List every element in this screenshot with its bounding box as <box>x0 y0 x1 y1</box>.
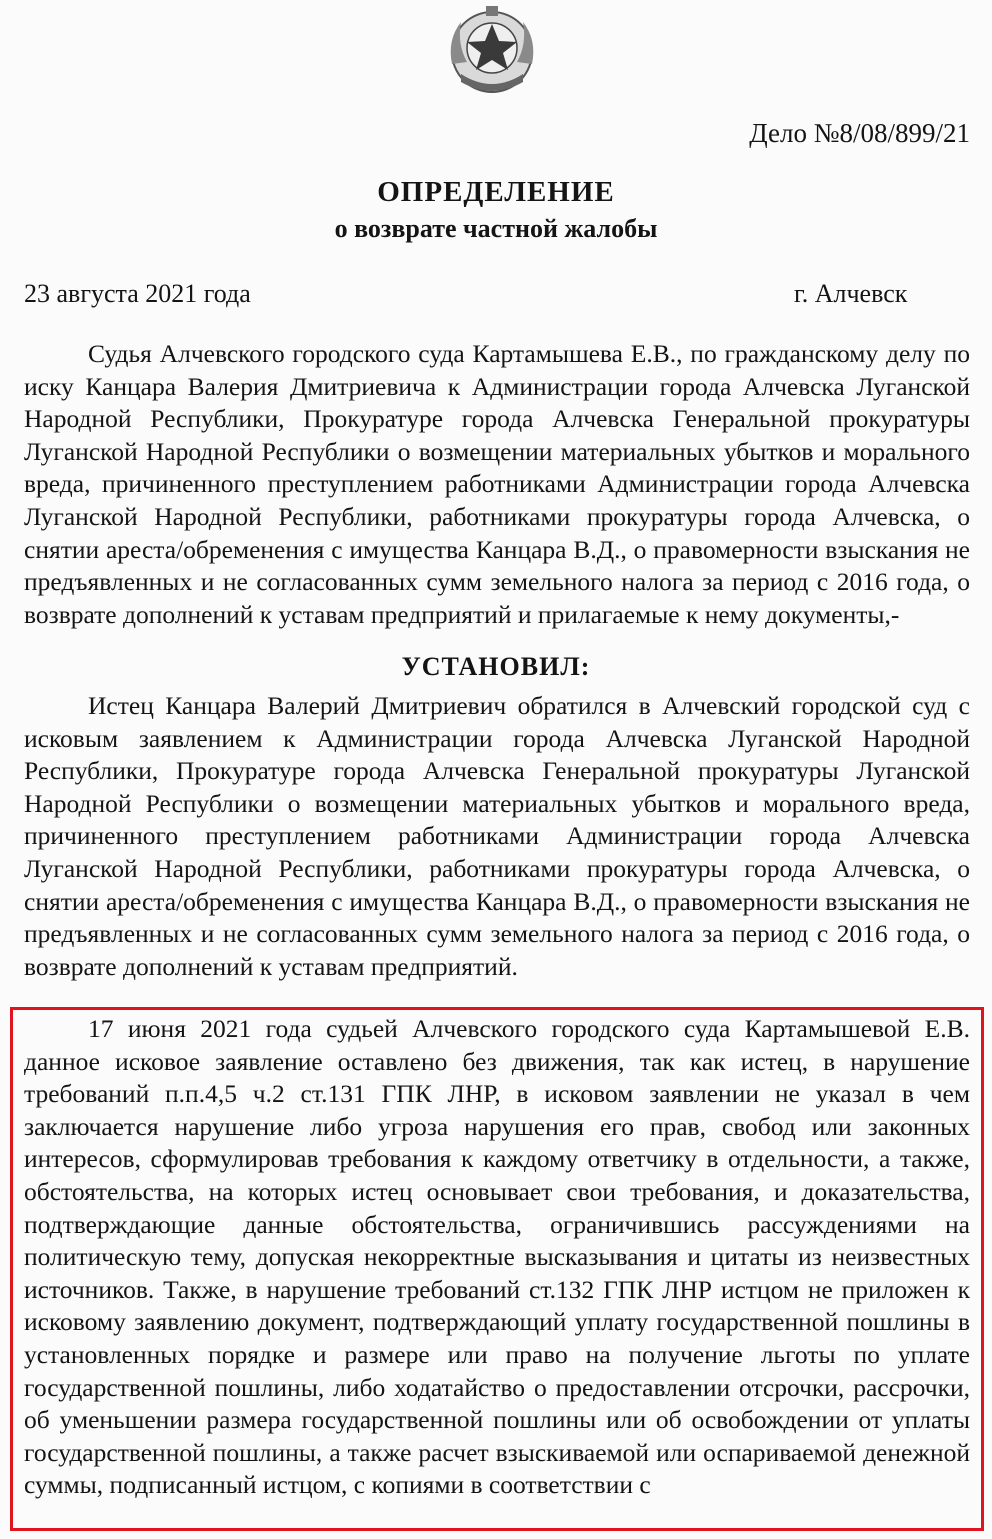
document-subtitle: о возврате частной жалобы <box>334 214 658 243</box>
paragraph-intro: Судья Алчевского городского суда Картамышева Е.В., по гражданскому делу по иску Канцара Валерия Дмитриевича к Администрации города Алчевска Луганской Народной Республики, Прокуратуре города Алчевска Генеральной прокуратуры Луганской Народной Республики о возмещении материальных убытков и морального вреда, причиненного преступлением работниками Администрации города Алчевска Луганской Народной Республики, работниками прокуратуры города Алчевска, о снятии ареста/обременения с имущества Канцара В.Д., о правомерности взыскания не предъявленных и не согласованных сумм земельного налога за период с 2016 года, о возврате дополнений к уставам предприятий и прилагаемые к нему документы,- <box>24 339 970 629</box>
document-title: ОПРЕДЕЛЕНИЕ <box>377 176 615 208</box>
section-heading: УСТАНОВИЛ: <box>401 652 591 681</box>
highlight-box <box>10 1007 984 1531</box>
document-date: 23 августа 2021 года <box>24 279 251 308</box>
document-city: г. Алчевск <box>794 279 908 308</box>
paragraph-claim: Истец Канцара Валерий Дмитриевич обратился в Алчевский городской суд с исковым заявлением к Администрации города Алчевска Луганской Народной Республики, Прокуратуре города Алчевска Генеральной прокуратуры Луганской Народной Республики о возмещении материальных убытков и морального вреда, причиненного преступлением работниками Администрации города Алчевска Луганской Народной Республики, работниками прокуратуры города Алчевска, о снятии ареста/обременения с имущества Канцара В.Д., о правомерности взыскания не предъявленных и не согласованных сумм земельного налога за период с 2016 года, о возврате дополнений к уставам предприятий. <box>24 691 970 981</box>
case-number: Дело №8/08/899/21 <box>749 118 970 148</box>
state-emblem-icon <box>431 4 553 96</box>
paragraph-ruling: 17 июня 2021 года судьей Алчевского городского суда Картамышевой Е.В. данное исковое заявление оставлено без движения, так как истец, в нарушение требований п.п.4,5 ч.2 ст.131 ГПК ЛНР, в исковом заявлении не указал в чем заключается нарушение либо угроза нарушения его прав, свобод или законных интересов, сформулировав требования к каждому ответчику в отдельности, а также, обстоятельства, на которых истец основывает свои требования, и доказательства, подтверждающие данные обстоятельства, ограничившись рассуждениями на политическую тему, допуская некорректные высказывания и цитаты из неизвестных источников. Также, в нарушение требований ст.132 ГПК ЛНР истцом не приложен к исковому заявлению документ, подтверждающий уплату государственной пошлины в установленных порядке и размере или право на получение льготы по уплате государственной пошлины, либо ходатайство о предоставлении отсрочки, рассрочки, об уменьшении размера государственной пошлины или об освобождении от уплаты государственной пошлины, а также расчет взыскиваемой или оспариваемой денежной суммы, подписанный истцом, с копиями в соответствии с <box>24 1014 970 1500</box>
